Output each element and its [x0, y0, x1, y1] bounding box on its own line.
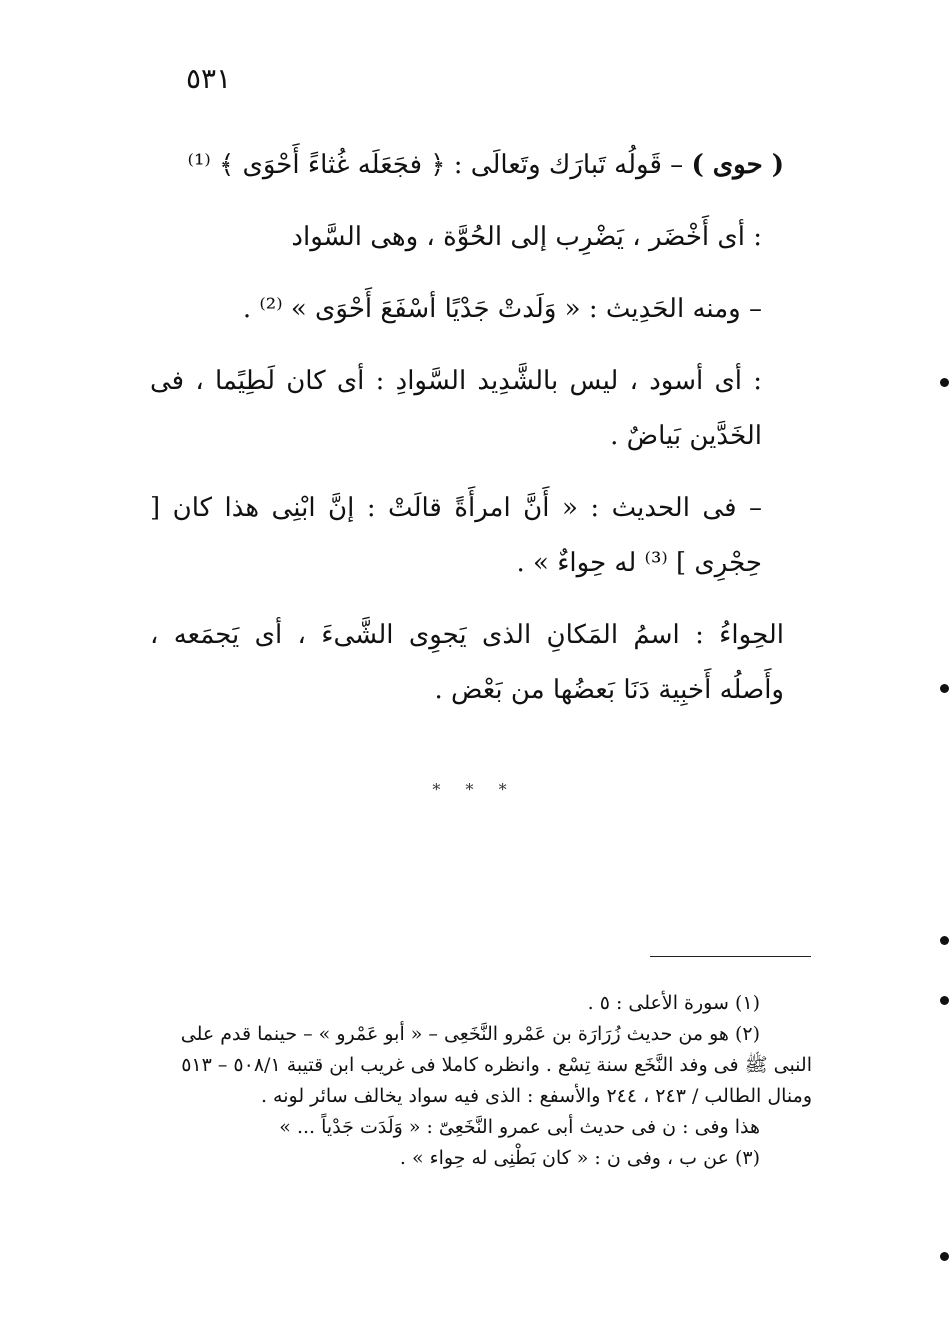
- paragraph-definition-2: : أى أسود ، ليس بالشَّدِيد السَّوادِ : أى كان لَطِيًما ، فى الخَدَّين بَياضٌ .: [150, 366, 762, 451]
- headword: ( حوى ): [691, 150, 784, 180]
- footnote-2-line-1: (٢) هو من حديث زُرَارَة بن عَمْرو النَّخَعِى – « أبو عَمْرو » – حينما قدم على: [180, 1023, 760, 1045]
- footnote-2-line-4: هذا وفى : ن فى حديث أبى عمرو النَّخَعِىّ : « وَلَدَت جَدْياً ... »: [279, 1116, 760, 1138]
- entry-heading-rest: – قَولُه تَبارَك وتَعالَى : ﴿ فجَعَلَه غُثاءً أَحْوَى ﴾ ⁽¹⁾: [187, 150, 692, 180]
- paragraph-definition-1: : أى أَخْضَر ، يَضْرِب إلى الحُوَّة ، وهى السَّواد: [291, 222, 762, 252]
- scan-edge-mark: [940, 996, 949, 1005]
- scan-edge-mark: [940, 1252, 949, 1261]
- footnote-2-line-2: النبى ﷺ فى وفد النَّخَع سنة تِسْع . وانظره كاملا فى غريب ابن قتيبة ٥٠٨/١ – ٥١٣: [181, 1054, 812, 1076]
- scan-edge-mark: [940, 684, 949, 693]
- paragraph-hadith-1: – ومنه الحَدِيث : « وَلَدتْ جَدْيًا أسْفَعَ أَحْوَى » ⁽²⁾ .: [242, 294, 762, 324]
- main-text: [150, 138, 814, 735]
- scan-edge-mark: [940, 378, 949, 387]
- paragraph-definition-3: الحِواءُ : اسمُ المَكانِ الذى يَجوِى الشَّىءَ ، أى يَجمَعه ، وأَصلُه أَخبِية دَنَا بَعضُها من بَعْض .: [150, 620, 784, 705]
- scan-edge-mark: [940, 936, 949, 945]
- footnote-2-line-3: ومنال الطالب / ٢٤٣ ، ٢٤٤ والأسفع : الذى فيه سواد يخالف سائر لونه .: [260, 1085, 812, 1107]
- footnote-1: (١) سورة الأعلى : ٥ .: [587, 992, 760, 1014]
- footnote-3: (٣) عن ب ، وفى ن : « كان بَطْنِى له حِواء » .: [399, 1147, 760, 1169]
- footnotes: [142, 988, 812, 1174]
- paragraph-hadith-2: – فى الحديث : « أَنَّ امرأَةً قالَتْ : إنَّ ابْنِى هذا كان [ حِجْرِى ] ⁽³⁾ له حِواءٌ » .: [150, 493, 762, 578]
- entry-heading-paragraph: [150, 138, 814, 193]
- footnote-rule: [650, 956, 811, 957]
- page-number: ٥٣١: [186, 62, 232, 95]
- section-separator: * * *: [432, 780, 517, 799]
